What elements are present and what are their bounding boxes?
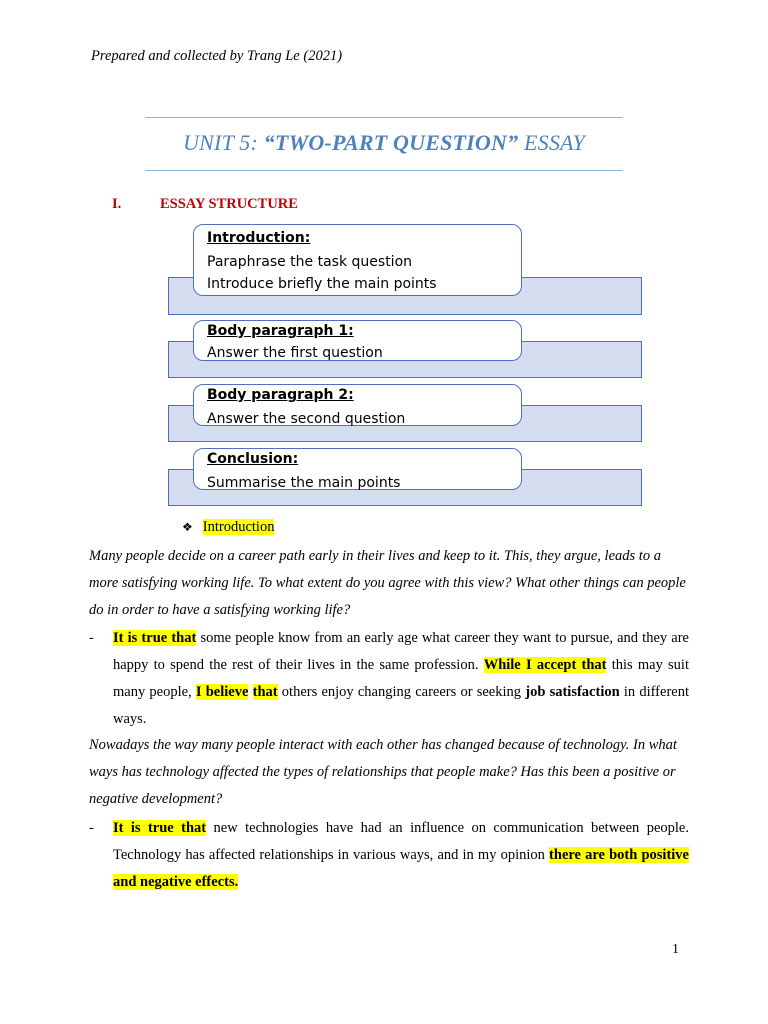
title-bottom-rule <box>145 170 623 171</box>
answer-2 <box>89 815 689 896</box>
body1-card <box>193 320 522 361</box>
answer1-text: in different ways. <box>113 684 689 727</box>
answer-1 <box>89 625 689 733</box>
section-label: ESSAY STRUCTURE <box>160 196 298 212</box>
introduction-label: Introduction <box>202 519 275 535</box>
introduction-bullet <box>182 519 274 536</box>
phrase-that: that <box>252 684 278 700</box>
title-top-rule <box>145 117 623 118</box>
title-highlight: “TWO-PART QUESTION” <box>263 130 519 155</box>
body2-line1: Answer the second question <box>207 411 406 427</box>
page-number: 1 <box>672 942 679 957</box>
answer1-space <box>248 684 252 700</box>
phrase-it-is-true-that: It is true that <box>113 630 197 646</box>
page-header: Prepared and collected by Trang Le (2021) <box>91 48 343 64</box>
dash-marker: - <box>89 820 94 836</box>
question-1: Many people decide on a career path early in their lives and keep to it. This, they argue, leads to a more satisfying working life. To what extent do you agree with this view? What other things can people do in order to have a satisfying working life? <box>89 548 686 618</box>
diamond-bullet-icon: ❖ <box>182 520 193 534</box>
phrase-while-i-accept-that: While I accept that <box>483 657 607 673</box>
section-heading <box>112 196 298 213</box>
dash-marker: - <box>89 630 94 646</box>
title-prefix: UNIT 5: <box>183 130 264 155</box>
body2-card <box>193 384 522 426</box>
unit-title <box>0 130 768 156</box>
intro-card <box>193 224 522 296</box>
answer1-text: this may suit many people, <box>113 657 689 700</box>
question-2: Nowadays the way many people interact with each other has changed because of technology. In what ways has technology affected the types of relationships that people make? Has this been a positive or negative development? <box>89 737 677 807</box>
phrase-job-satisfaction: job satisfaction <box>525 684 620 700</box>
title-suffix: ESSAY <box>518 130 585 155</box>
conclusion-line1: Summarise the main points <box>207 475 401 491</box>
body1-line1: Answer the first question <box>207 345 383 361</box>
body1-title: Body paragraph 1: <box>207 323 354 339</box>
intro-title: Introduction: <box>207 230 311 246</box>
phrase-positive-negative-effects: there are both positive and negative effects. <box>113 847 689 890</box>
intro-line1: Paraphrase the task question <box>207 254 413 270</box>
conclusion-card <box>193 448 522 490</box>
conclusion-title: Conclusion: <box>207 451 299 467</box>
body2-title: Body paragraph 2: <box>207 387 354 403</box>
answer1-text: some people know from an early age what career they want to pursue, and they are happy to spend the rest of their lives in the same profession. <box>113 630 689 673</box>
phrase-i-believe: I believe <box>195 684 249 700</box>
answer2-text: new technologies have had an influence on communication between people. Technology has affected relationships in various ways, and in my opinion <box>113 820 689 863</box>
section-number: I. <box>112 196 122 212</box>
intro-line2: Introduce briefly the main points <box>207 276 437 292</box>
phrase-it-is-true-that: It is true that <box>113 820 207 836</box>
answer1-text: others enjoy changing careers or seeking <box>277 684 526 700</box>
